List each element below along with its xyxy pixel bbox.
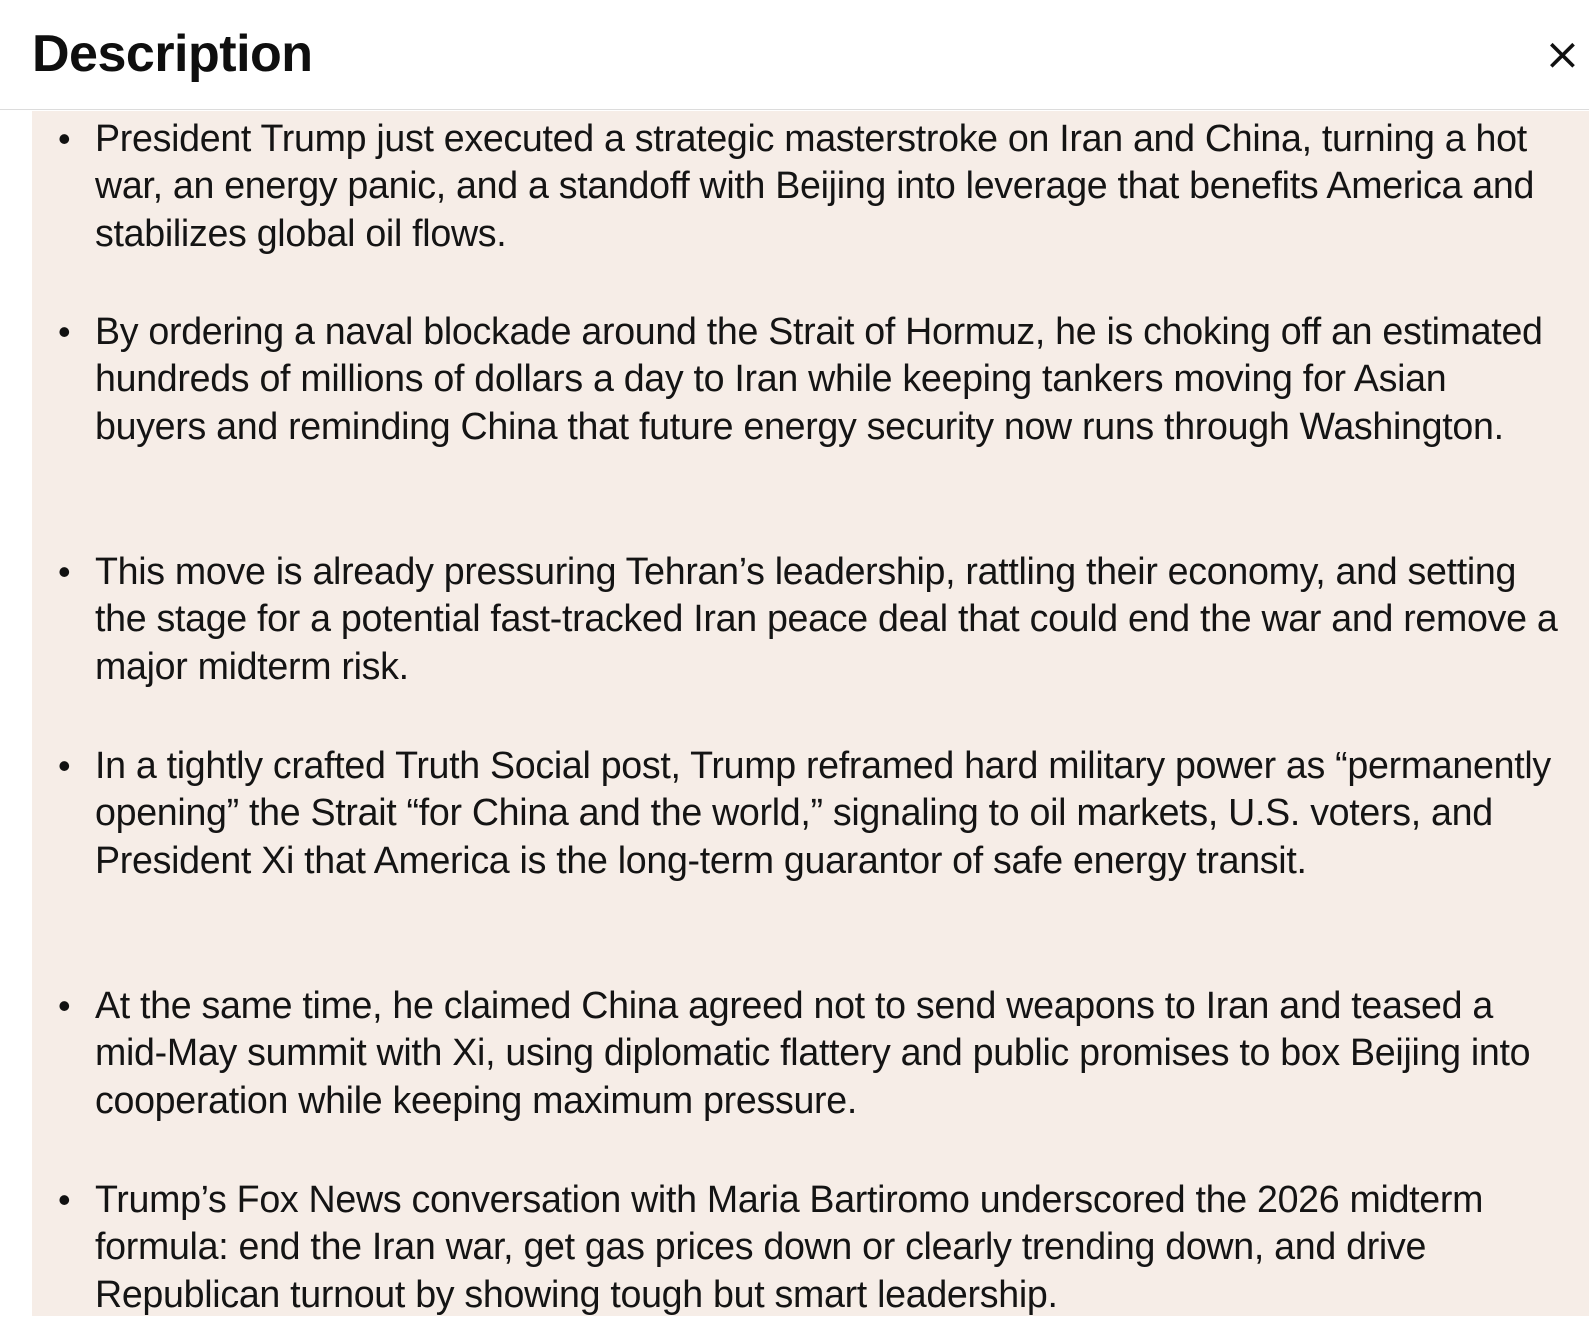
bullet-icon: • (58, 745, 71, 786)
bullet-icon: • (58, 1179, 71, 1220)
bullet-text: By ordering a naval blockade around the Strait of Hormuz, he is choking off an estimated hundreds of millions of dollars a day to Iran while keeping tankers moving for Asian buyers and reminding China that future energy security now runs through Washington. (95, 310, 1543, 447)
bullet-icon: • (58, 551, 71, 592)
sheet-header (0, 0, 1589, 110)
sheet-title: Description (32, 25, 313, 83)
bullet-text: Trump’s Fox News conversation with Maria Bartiromo underscored the 2026 midterm formula: end the Iran war, get gas prices down or clearly trending down, and drive Republican turnout by showing tough but smart leadership. (95, 1178, 1484, 1315)
close-button[interactable]: × (1544, 30, 1589, 80)
description-content (32, 111, 1589, 1316)
bullet-text: This move is already pressuring Tehran’s leadership, rattling their economy, and setting the stage for a potential fast-tracked Iran peace deal that could end the war and remove a major midterm risk. (95, 550, 1558, 687)
bullet-text: In a tightly crafted Truth Social post, Trump reframed hard military power as “permanently opening” the Strait “for China and the world,” signaling to oil markets, U.S. voters, and President Xi that America is the long-term guarantor of safe energy transit. (95, 744, 1551, 881)
bullet-text: President Trump just executed a strategic masterstroke on Iran and China, turning a hot war, an energy panic, and a standoff with Beijing into leverage that benefits America and stabilizes global oil flows. (95, 117, 1535, 254)
bullet-icon: • (58, 118, 71, 159)
bullet-icon: • (58, 311, 71, 352)
bullet-icon: • (58, 985, 71, 1026)
bullet-text: At the same time, he claimed China agreed not to send weapons to Iran and teased a mid-May summit with Xi, using diplomatic flattery and public promises to box Beijing into cooperation while keeping maximum pressure. (95, 984, 1531, 1121)
